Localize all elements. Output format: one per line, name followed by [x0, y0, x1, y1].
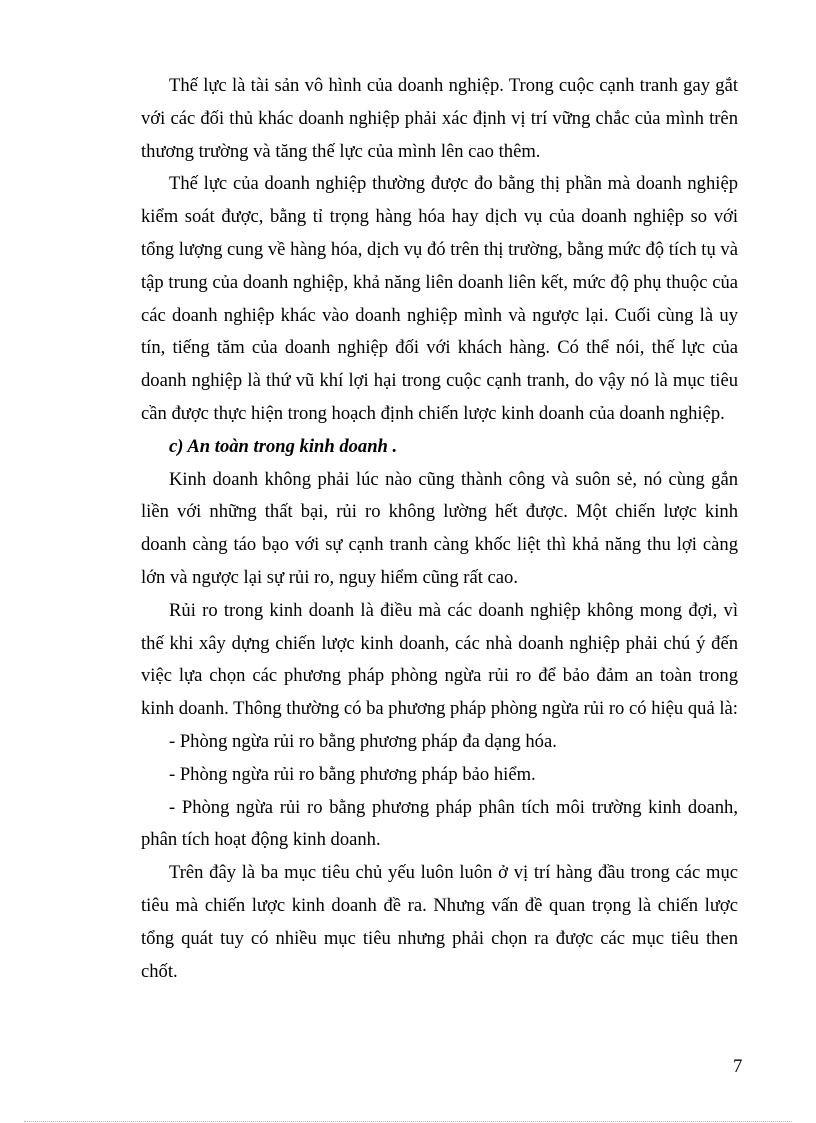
list-item-phan-tich: - Phòng ngừa rủi ro bằng phương pháp phân tích môi trường kinh doanh, phân tích hoạt động kinh doanh.	[141, 796, 738, 851]
body-text	[141, 70, 738, 988]
list-item-da-dang-hoa: - Phòng ngừa rủi ro bằng phương pháp đa dạng hóa.	[169, 730, 557, 752]
paragraph-the-luc-measure: Thế lực của doanh nghiệp thường được đo bằng thị phần mà doanh nghiệp kiểm soát được, bằng tỉ trọng hàng hóa hay dịch vụ của doanh nghiệp so với tổng lượng cung về hàng hóa, dịch vụ đó trên thị trường, bằng mức độ tích tụ và tập trung của doanh nghiệp, khả năng liên doanh liên kết, mức độ phụ thuộc của các doanh nghiệp khác vào doanh nghiệp mình và ngược lại. Cuối cùng là uy tín, tiếng tăm của doanh nghiệp đối với khách hàng. Có thể nói, thế lực của doanh nghiệp là thứ vũ khí lợi hại trong cuộc cạnh tranh, do vậy nó là mục tiêu cần được thực hiện trong hoạch định chiến lược kinh doanh của doanh nghiệp.	[141, 173, 738, 424]
list-item-bao-hiem: - Phòng ngừa rủi ro bằng phương pháp bảo hiểm.	[169, 763, 536, 785]
paragraph-kinh-doanh-risk: Kinh doanh không phải lúc nào cũng thành công và suôn sẻ, nó cùng gắn liền với những thất bại, rủi ro không lường hết được. Một chiến lược kinh doanh càng táo bạo với sự cạnh tranh càng khốc liệt thì khả năng thu lợi càng lớn và ngược lại sự rủi ro, nguy hiểm cũng rất cao.	[141, 468, 738, 588]
paragraph-conclusion: Trên đây là ba mục tiêu chủ yếu luôn luôn ở vị trí hàng đầu trong các mục tiêu mà chiến lược kinh doanh đề ra. Nhưng vấn đề quan trọng là chiến lược tổng quát tuy có nhiều mục tiêu nhưng phải chọn ra được các mục tiêu then chốt.	[141, 862, 738, 982]
paragraph-rui-ro: Rủi ro trong kinh doanh là điều mà các doanh nghiệp không mong đợi, vì thế khi xây dựng chiến lược kinh doanh, các nhà doanh nghiệp phải chú ý đến việc lựa chọn các phương pháp phòng ngừa rủi ro để bảo đảm an toàn trong kinh doanh. Thông thường có ba phương pháp phòng ngừa rủi ro có hiệu quả là:	[141, 599, 738, 720]
paragraph-the-luc-intro: Thế lực là tài sản vô hình của doanh nghiệp. Trong cuộc cạnh tranh gay gắt với các đối thủ khác doanh nghiệp phải xác định vị trí vững chắc của mình trên thương trường và tăng thế lực của mình lên cao thêm.	[141, 75, 738, 162]
section-heading-an-toan: c) An toàn trong kinh doanh .	[169, 435, 398, 457]
page-bottom-divider	[24, 1121, 792, 1122]
page-number: 7	[733, 1056, 743, 1077]
